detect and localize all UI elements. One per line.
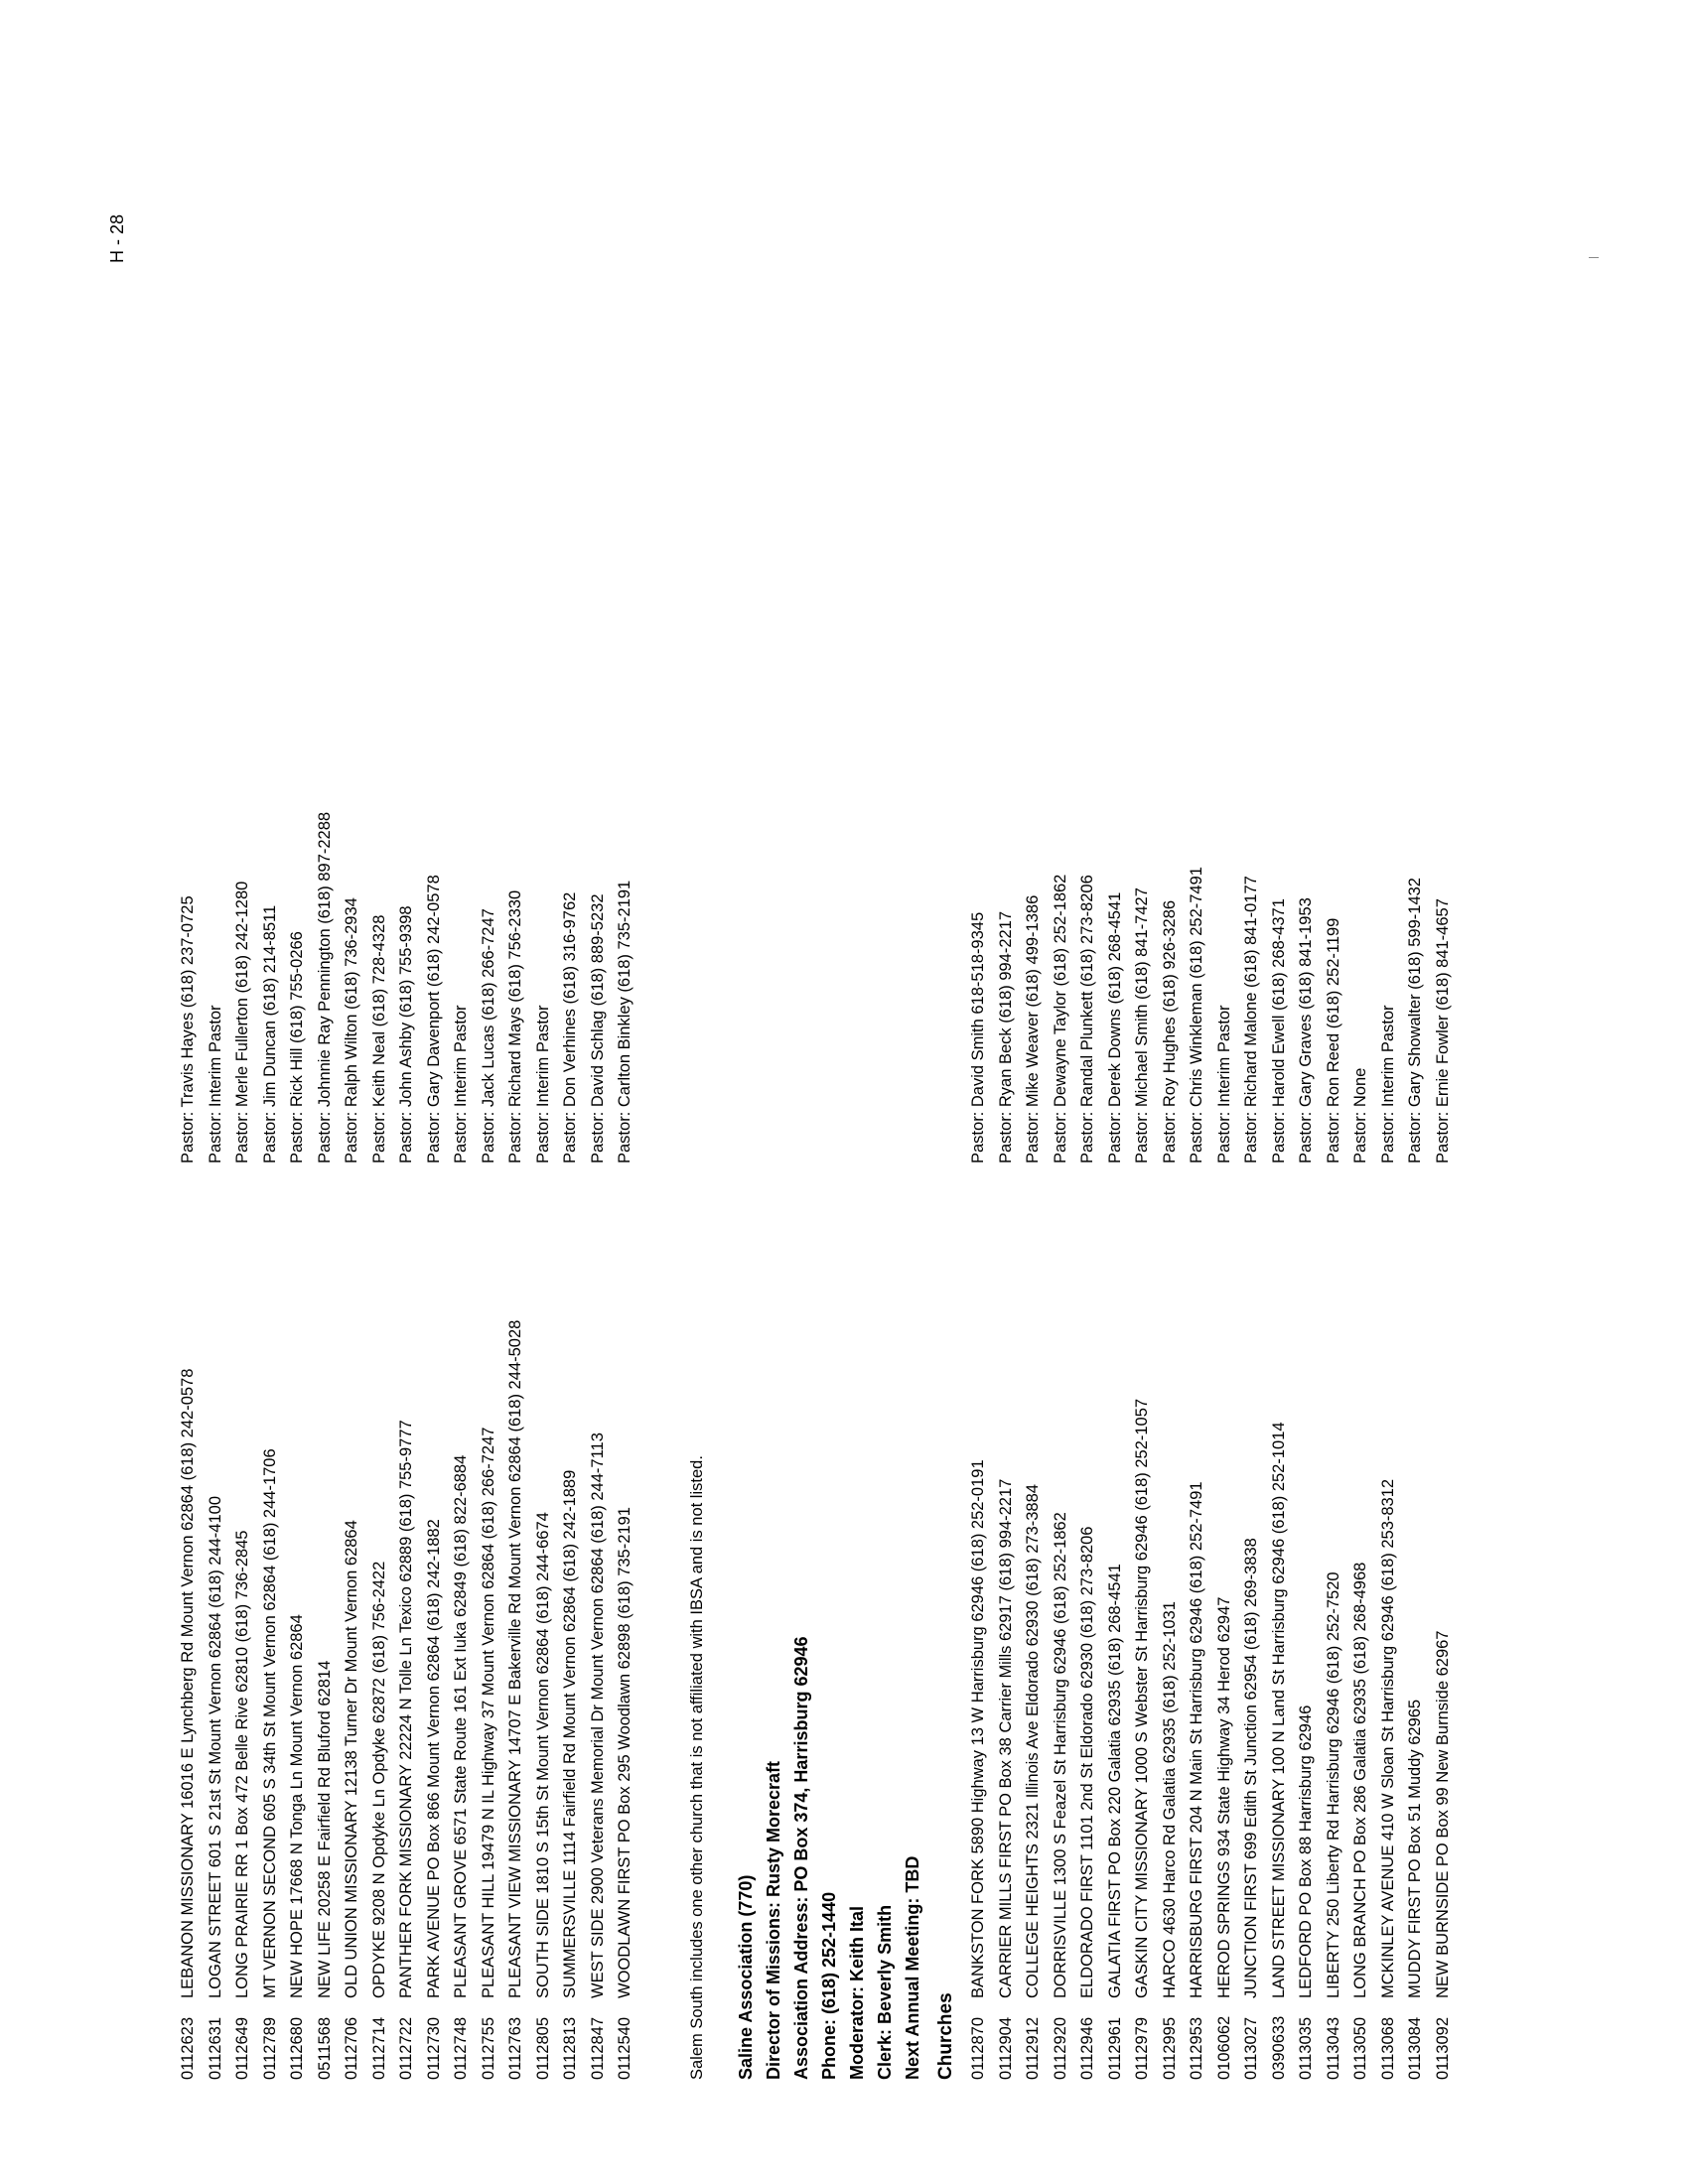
pastor-entry: Pastor: Richard Mays (618) 756-2330: [506, 889, 524, 1163]
church-row: [1157, 1399, 1185, 2080]
church-id: 0112755: [479, 2016, 497, 2080]
pastor-entry: Pastor: Roy Hughes (618) 926-3286: [1160, 899, 1179, 1163]
pastor-entry: Pastor: Jack Lucas (618) 266-7247: [479, 908, 497, 1163]
church-address: WEST SIDE 2900 Veterans Memorial Dr Mount Vernon 62864 (618) 244-7113: [588, 1433, 607, 1998]
church-id: 0112870: [969, 2016, 987, 2080]
church-id: 0112748: [452, 2016, 470, 2080]
church-id: 0113027: [1242, 2016, 1260, 2080]
association-title: Saline Association (770): [736, 1874, 756, 2080]
church-address: MT VERNON SECOND 605 S 34th St Mount Vernon 62864 (618) 244-1706: [260, 1448, 279, 1998]
church-row: [1020, 1399, 1048, 2080]
church-id: 0113050: [1351, 2016, 1369, 2080]
church-address: LEBANON MISSIONARY 16016 E Lynchberg Rd Mount Vernon 62864 (618) 242-0578: [179, 1368, 197, 1998]
pastor-entry: Pastor: Ralph Wilton (618) 736-2934: [343, 897, 360, 1163]
church-row: [229, 1320, 257, 2080]
pastor-entry: Pastor: Chris Winkleman (618) 252-7491: [1188, 867, 1205, 1163]
pastor-entry: Pastor: Mike Weaver (618) 499-1386: [1024, 894, 1042, 1163]
church-id: 0113035: [1297, 2016, 1315, 2080]
pastor-entry: Pastor: David Smith 618-518-9345: [969, 911, 987, 1163]
pastor-entry: Pastor: Randal Plunkett (618) 273-8206: [1078, 875, 1096, 1163]
church-id: 0113092: [1433, 2016, 1452, 2080]
pastor-entry: Pastor: Jim Duncan (618) 214-8511: [260, 904, 279, 1163]
church-address: PARK AVENUE PO Box 866 Mount Vernon 62864 (618) 242-1882: [424, 1519, 443, 1998]
pastor-entry: Pastor: Rick Hill (618) 755-0266: [288, 931, 306, 1163]
pastor-entry: Pastor: Ron Reed (618) 252-1199: [1324, 917, 1342, 1163]
church-address: MUDDY FIRST PO Box 51 Muddy 62965: [1406, 1699, 1424, 1998]
association-phone: Phone: (618) 252-1440: [819, 1891, 839, 2080]
pastor-entry: Pastor: John Ashby (618) 755-9398: [397, 905, 415, 1163]
church-row: [1129, 1399, 1157, 2080]
church-address: LOGAN STREET 601 S 21st St Mount Vernon 62864 (618) 244-4100: [206, 1496, 224, 1998]
church-row: [993, 1399, 1021, 2080]
church-id: 0112847: [588, 2016, 607, 2080]
pastor-entry: Pastor: Merle Fullerton (618) 242-1280: [233, 881, 251, 1163]
pastor-entry: Pastor: Keith Neal (618) 728-4328: [369, 914, 388, 1163]
church-id: 0112649: [233, 2016, 251, 2080]
church-row: [612, 1320, 639, 2080]
church-row: [530, 1320, 558, 2080]
pastor-entry: Pastor: Derek Downs (618) 268-4541: [1105, 891, 1124, 1163]
church-address: DORRISVILLE 1300 S Feazel St Harrisburg 62946 (618) 252-1862: [1051, 1512, 1069, 1998]
salem-church-list: [175, 1320, 639, 2080]
church-address: OLD UNION MISSIONARY 12138 Turner Dr Mount Vernon 62864: [343, 1520, 360, 1998]
church-id: 0112979: [1133, 2016, 1151, 2080]
church-id: 0112722: [397, 2016, 415, 2080]
pastor-entry: Pastor: David Schlag (618) 889-5232: [588, 893, 607, 1163]
church-row: [1293, 1399, 1321, 2080]
moderator: Moderator: Keith Ital: [847, 1905, 867, 2080]
church-id: 0112946: [1078, 2016, 1096, 2080]
church-address: NEW LIFE 20258 E Fairfield Rd Bluford 62814: [315, 1660, 334, 1998]
church-address: CARRIER MILLS FIRST PO Box 38 Carrier Mills 62917 (618) 994-2217: [996, 1478, 1015, 1998]
pastor-entry: Pastor: Harold Ewell (618) 268-4371: [1269, 898, 1288, 1163]
director-of-missions: Director of Missions: Rusty Morecraft: [764, 1760, 783, 2080]
church-address: LAND STREET MISSIONARY 100 N Land St Harrisburg 62946 (618) 252-1014: [1269, 1422, 1288, 1998]
church-row: [557, 1320, 585, 2080]
pastor-entry: Pastor: Interim Pastor: [1214, 1005, 1233, 1163]
church-address: NEW HOPE 17668 N Tonga Ln Mount Vernon 62864: [288, 1614, 306, 1998]
next-annual-meeting: Next Annual Meeting: TBD: [903, 1855, 922, 2080]
church-row: [1402, 1399, 1430, 2080]
church-id: 0112763: [506, 2016, 524, 2080]
church-address: HARRISBURG FIRST 204 N Main St Harrisburg 62946 (618) 252-7491: [1188, 1481, 1205, 1998]
salem-pastor-list: [175, 812, 639, 1163]
churches-heading: Churches: [935, 1992, 956, 2080]
church-address: LIBERTY 250 Liberty Rd Harrisburg 62946 (618) 252-7520: [1324, 1571, 1342, 1998]
church-row: [393, 1320, 421, 2080]
church-address: PANTHER FORK MISSIONARY 22224 N Tolle Ln Texico 62889 (618) 755-9777: [397, 1420, 415, 1998]
church-id: 0112805: [533, 2016, 552, 2080]
church-row: [421, 1320, 449, 2080]
church-row: [257, 1320, 285, 2080]
church-id: 0113084: [1406, 2016, 1424, 2080]
church-address: PLEASANT VIEW MISSIONARY 14707 E Bakerville Rd Mount Vernon 62864 (618) 244-5028: [506, 1319, 524, 1998]
salem-note: Salem South includes one other church that is not affiliated with IBSA and is not listed.: [688, 1455, 706, 2080]
church-address: PLEASANT HILL 19479 N IL Highway 37 Mount Vernon 62864 (618) 266-7247: [479, 1427, 497, 1998]
church-id: 0112540: [616, 2016, 634, 2080]
page-number: H - 28: [107, 213, 127, 263]
church-address: OPDYKE 9208 N Opdyke Ln Opdyke 62872 (618) 756-2422: [369, 1561, 388, 1998]
pastor-entry: Pastor: Gary Graves (618) 841-1953: [1297, 897, 1315, 1163]
church-id: 0112813: [561, 2016, 579, 2080]
church-id: 0113068: [1378, 2016, 1397, 2080]
scan-mark: [1589, 257, 1599, 258]
church-id: 0390633: [1269, 2015, 1288, 2080]
church-id: 0106062: [1214, 2015, 1233, 2080]
church-row: [1238, 1399, 1266, 2080]
pastor-entry: Pastor: None: [1351, 1067, 1369, 1163]
church-id: 0112631: [206, 2016, 224, 2080]
church-row: [502, 1320, 530, 2080]
church-id: 0112789: [260, 2016, 279, 2080]
pastor-entry: Pastor: Travis Hayes (618) 237-0725: [179, 895, 197, 1163]
church-row: [965, 1399, 993, 2080]
church-address: GALATIA FIRST PO Box 220 Galatia 62935 (618) 268-4541: [1105, 1564, 1124, 1998]
association-address: Association Address: PO Box 374, Harrisburg 62946: [791, 1636, 811, 2080]
church-row: [476, 1320, 503, 2080]
church-address: GASKIN CITY MISSIONARY 1000 S Webster St Harrisburg 62946 (618) 252-1057: [1133, 1398, 1151, 1998]
church-id: 0112680: [288, 2016, 306, 2080]
church-row: [1266, 1399, 1294, 2080]
pastor-entry: Pastor: Johnnie Ray Pennington (618) 897-2288: [315, 811, 334, 1163]
pastor-entry: Pastor: Ernie Fowler (618) 841-4657: [1433, 898, 1452, 1163]
church-id: 0112714: [369, 2016, 388, 2080]
clerk: Clerk: Beverly Smith: [875, 1904, 895, 2080]
church-id: 0112904: [996, 2016, 1015, 2080]
pastor-entry: Pastor: Interim Pastor: [533, 1005, 552, 1163]
church-id: 0112912: [1024, 2016, 1042, 2080]
church-row: [1321, 1399, 1348, 2080]
church-id: 0113043: [1324, 2016, 1342, 2080]
church-row: [1211, 1399, 1239, 2080]
church-row: [1048, 1399, 1075, 2080]
pastor-entry: Pastor: Interim Pastor: [1378, 1005, 1397, 1163]
church-id: 0112953: [1188, 2016, 1205, 2080]
church-id: 0112995: [1160, 2016, 1179, 2080]
church-address: LONG BRANCH PO Box 286 Galatia 62935 (618) 268-4968: [1351, 1562, 1369, 1998]
church-address: LEDFORD PO Box 88 Harrisburg 62946: [1297, 1705, 1315, 1998]
pastor-entry: Pastor: Dewayne Taylor (618) 252-1862: [1051, 874, 1069, 1163]
pastor-entry: Pastor: Gary Davenport (618) 242-0578: [424, 875, 443, 1163]
church-row: [1102, 1399, 1130, 2080]
pastor-entry: Pastor: Carlton Binkley (618) 735-2191: [616, 880, 634, 1163]
church-row: [1375, 1399, 1403, 2080]
pastor-entry: Pastor: Gary Showalter (618) 599-1432: [1406, 878, 1424, 1163]
church-id: 0112706: [343, 2016, 360, 2080]
pastor-entry: Pastor: Don Verhines (618) 316-9762: [561, 891, 579, 1163]
saline-pastor-list: [965, 867, 1457, 1163]
church-row: [339, 1320, 366, 2080]
church-id: 0112730: [424, 2016, 443, 2080]
saline-church-list: [965, 1399, 1457, 2080]
church-row: [1430, 1399, 1458, 2080]
church-row: [1184, 1399, 1211, 2080]
pastor-entry: Pastor: Ryan Beck (618) 994-2217: [996, 910, 1015, 1163]
church-row: [175, 1320, 203, 2080]
church-address: COLLEGE HEIGHTS 2321 Illinois Ave Eldorado 62930 (618) 273-3884: [1024, 1484, 1042, 1998]
church-address: HEROD SPRINGS 934 State Highway 34 Herod 62947: [1214, 1596, 1233, 1998]
church-row: [366, 1320, 394, 2080]
church-address: JUNCTION FIRST 699 Edith St Junction 62954 (618) 269-3838: [1242, 1538, 1260, 1998]
church-address: MCKINLEY AVENUE 410 W Sloan St Harrisburg 62946 (618) 253-8312: [1378, 1478, 1397, 1998]
church-id: 0112961: [1105, 2016, 1124, 2080]
church-address: SOUTH SIDE 1810 S 15th St Mount Vernon 62864 (618) 244-6674: [533, 1512, 552, 1998]
pastor-entry: Pastor: Interim Pastor: [206, 1005, 224, 1163]
church-row: [203, 1320, 230, 2080]
church-id: 0511568: [315, 2016, 334, 2080]
church-address: NEW BURNSIDE PO Box 99 New Burnside 62967: [1433, 1630, 1452, 1998]
church-address: PLEASANT GROVE 6571 State Route 161 Ext Iuka 62849 (618) 822-6884: [452, 1454, 470, 1998]
church-address: SUMMERSVILLE 1114 Fairfield Rd Mount Vernon 62864 (618) 242-1889: [561, 1469, 579, 1998]
church-row: [312, 1320, 340, 2080]
church-id: 0112623: [179, 2016, 197, 2080]
church-row: [448, 1320, 476, 2080]
pastor-entry: Pastor: Richard Malone (618) 841-0177: [1242, 876, 1260, 1163]
church-address: BANKSTON FORK 5890 Highway 13 W Harrisburg 62946 (618) 252-0191: [969, 1459, 987, 1998]
church-row: [1074, 1399, 1102, 2080]
church-address: HARCO 4630 Harco Rd Galatia 62935 (618) 252-1031: [1160, 1601, 1179, 1998]
church-address: ELDORADO FIRST 1101 2nd St Eldorado 62930 (618) 273-8206: [1078, 1526, 1096, 1998]
church-row: [1347, 1399, 1375, 2080]
pastor-entry: Pastor: Michael Smith (618) 841-7427: [1133, 887, 1151, 1163]
pastor-entry: Pastor: Interim Pastor: [452, 1005, 470, 1163]
church-id: 0112920: [1051, 2016, 1069, 2080]
church-address: LONG PRAIRIE RR 1 Box 472 Belle Rive 62810 (618) 736-2845: [233, 1530, 251, 1998]
saline-association-header: [732, 1636, 926, 2080]
church-address: WOODLAWN FIRST PO Box 295 Woodlawn 62898 (618) 735-2191: [616, 1507, 634, 1998]
church-row: [585, 1320, 613, 2080]
church-row: [284, 1320, 312, 2080]
